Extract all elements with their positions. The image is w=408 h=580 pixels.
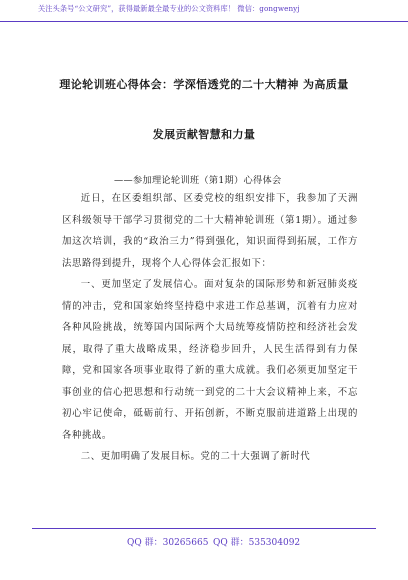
document-title-line2: 发展贡献智慧和力量	[152, 128, 256, 141]
document-body	[62, 188, 358, 468]
footer-divider	[32, 528, 376, 529]
paragraph-section-2: 二、更加明确了发展目标。党的二十大强调了新时代	[80, 451, 311, 462]
header-banner	[0, 0, 408, 22]
paragraph-intro: 近日，在区委组织部、区委党校的组织安排下，我参加了天洲区科级领导干部学习贯彻党的二十大精神轮训班（第1期）。通过参加这次培训，我的“政治三力”得到强化，知识面得到拓展，工作方法思路得到提升，现将个人心得体会汇报如下：	[62, 193, 358, 269]
banner-text: 关注头条号“公文研究”，获得最新最全最专业的公文资料库！ 微信：gongwenyj	[38, 4, 300, 13]
footer-qq-group-2: QQ 群：535304092	[213, 538, 301, 548]
paragraph-section-1: 一、更加坚定了发展信心。面对复杂的国际形势和新冠肺炎疫情的冲击，党和国家始终坚持稳中求进工作总基调，沉着有力应对各种风险挑战，统筹国内国际两个大局统筹疫情防控和经济社会发展，取得了重大战略成果，经济稳步回升，人民生活得到有力保障，党和国家各项事业取得了新的重大成就。我们必须更加坚定干事创业的信心把思想和行动统一到党的二十大会议精神上来，不忘初心牢记使命，砥砺前行、开拓创新，不断克服前进道路上出现的各种挑战。	[62, 279, 358, 441]
footer-qq-group-1: QQ 群：30265665	[127, 538, 209, 548]
document-title-line1: 理论轮训班心得体会：学深悟透党的二十大精神 为高质量	[59, 78, 349, 91]
footer	[0, 528, 408, 580]
document-subtitle: ——参加理论轮训班（第1期）心得体会	[114, 175, 282, 186]
